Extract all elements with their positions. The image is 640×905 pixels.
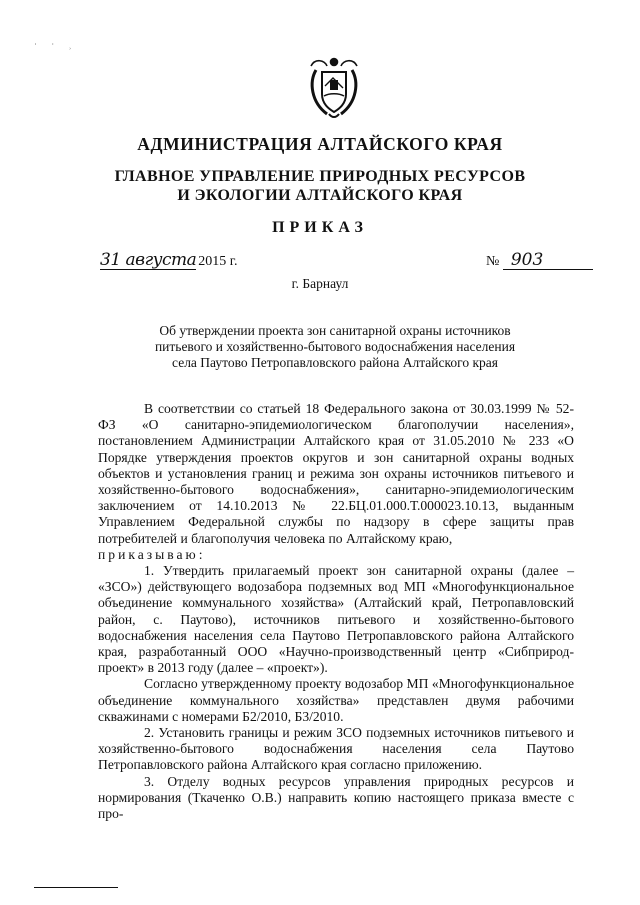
number-label: № [486, 254, 500, 269]
scan-artifact: ˙ ˙ ˒ [34, 42, 78, 52]
organization-title: АДМИНИСТРАЦИЯ АЛТАЙСКОГО КРАЯ [137, 134, 503, 154]
footer-divider [34, 887, 118, 888]
subject-line-2: питьевого и хозяйственно-бытового водоснабжения населения [154, 339, 516, 354]
item-1-note-paragraph: Согласно утвержденному проекту водозабор МП «Многофункциональное объединение коммунального хозяйства» представлен двумя рабочими скважинами с номерами Б2/2010, Б3/2010. [98, 676, 574, 724]
order-body [98, 401, 574, 822]
document-type: ПРИКАЗ [272, 219, 368, 236]
subject-line-3: села Паутово Петропавловского района Алтайского края [172, 355, 498, 370]
subject-line-1: Об утверждении проекта зон санитарной охраны источников [159, 323, 511, 338]
order-number [486, 251, 593, 270]
order-date [100, 251, 237, 273]
city: г. Барнаул [291, 276, 349, 291]
department-line-1: ГЛАВНОЕ УПРАВЛЕНИЕ ПРИРОДНЫХ РЕСУРСОВ [114, 168, 526, 185]
item-1-paragraph: 1. Утвердить прилагаемый проект зон санитарной охраны (далее – «ЗСО») действующего водозабора подземных вод МП «Многофункциональное объединение коммунального хозяйства» (Алтайский край, Петропавловский район, с. Паутово), источников питьевого и хозяйственно-бытового водоснабжения населения села Паутово Петропавловского района Алтайского края, разработанный ООО «Научно-производственный центр «Сибприрод-проект» в 2013 году (далее – «проект»). [98, 563, 574, 676]
date-year: 2015 г. [198, 254, 238, 269]
handwritten-number: 903 [503, 251, 593, 270]
coat-of-arms-icon [303, 56, 365, 120]
order-subject [130, 323, 540, 371]
decree-word: приказываю: [98, 546, 206, 562]
handwritten-date: 31 августа [100, 250, 197, 270]
item-2-paragraph: 2. Установить границы и режим ЗСО подземных источников питьевого и хозяйственно-бытового водоснабжения населения села Паутово Петропавловского района Алтайского края согласно приложению. [98, 725, 574, 773]
department-line-2: И ЭКОЛОГИИ АЛТАЙСКОГО КРАЯ [177, 187, 463, 204]
intro-paragraph: В соответствии со статьей 18 Федерального закона от 30.03.1999 № 52-ФЗ «О санитарно-эпидемиологическом благополучии населения», постановлением Администрации Алтайского края от 31.05.2010 № 233 «О Порядке утверждения проектов округов и зон санитарной охраны водных объектов и установления границ и режима зон охраны источников питьевого и хозяйственно-бытового водоснабжения», санитарно-эпидемиологическим заключением от 14.10.2013 № 22.БЦ.01.000.Т.000023.10.13, выданным Управлением Федеральной службы по надзору в сфере защиты прав потребителей и благополучия человека по Алтайскому краю, [98, 401, 574, 546]
item-3-paragraph: 3. Отделу водных ресурсов управления природных ресурсов и нормирования (Ткаченко О.В.) направить копию настоящего приказа вместе с про- [98, 773, 574, 822]
department-title [0, 167, 640, 205]
